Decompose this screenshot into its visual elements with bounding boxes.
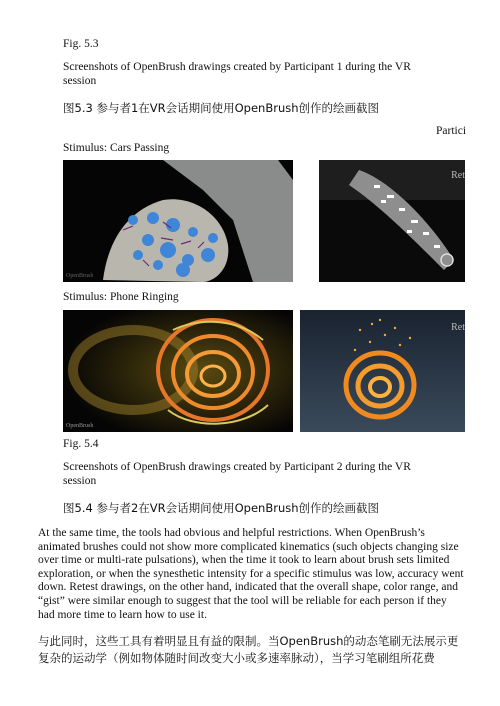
body-paragraph-en: At the same time, the tools had obvious and helpful restrictions. When OpenBrush’s animated brushes could not show more complicated kinematics (such objects changing size over time or multi-rate pulsations), when the time it took to learn about brush sets limited exploration, or when the synesthetic intensity for a specific stimulus was low, accuracy went down. Retest drawings, on the other hand, indicated that the overall shape, color range, and “gist” were similar enough to suggest that the tool will be reliable for each person if they had more time to learn how to use it. (38, 527, 464, 621)
fig-5-3-caption-zh: 图5.3 参与者1在VR会话期间使用OpenBrush创作的绘画截图 (63, 101, 380, 115)
watermark-text: OpenBrush (66, 273, 94, 279)
body-paragraph-zh: 与此同时，这些工具有着明显且有益的限制。当OpenBrush的动态笔刷无法展示更复杂的运动学（例如物体随时间改变大小或多速率脉动），当学习笔刷组所花费 (38, 634, 459, 665)
fig-5-4-label: Fig. 5.4 (63, 438, 99, 450)
watermark-text: OpenBrush (66, 423, 94, 429)
stimulus-label-phone: Stimulus: Phone Ringing (63, 291, 179, 303)
openbrush-screenshot-p1-cars-retest (319, 160, 465, 282)
openbrush-screenshot-p2-phone (63, 310, 293, 432)
fig-5-3-label: Fig. 5.3 (63, 38, 99, 50)
stimulus-label-cars: Stimulus: Cars Passing (63, 142, 170, 154)
fig-5-4-caption-zh: 图5.4 参与者2在VR会话期间使用OpenBrush创作的绘画截图 (63, 501, 380, 515)
fig-5-4-caption: Screenshots of OpenBrush drawings created by Participant 2 during the VR session (63, 461, 411, 487)
retest-label: Ret (451, 322, 465, 333)
participant-column-header: Partici (436, 125, 467, 137)
openbrush-screenshot-p2-phone-retest (300, 310, 465, 432)
retest-label: Ret (451, 170, 465, 181)
openbrush-screenshot-p1-cars (63, 160, 293, 282)
fig-5-3-caption: Screenshots of OpenBrush drawings created by Participant 1 during the VR session (63, 61, 411, 87)
